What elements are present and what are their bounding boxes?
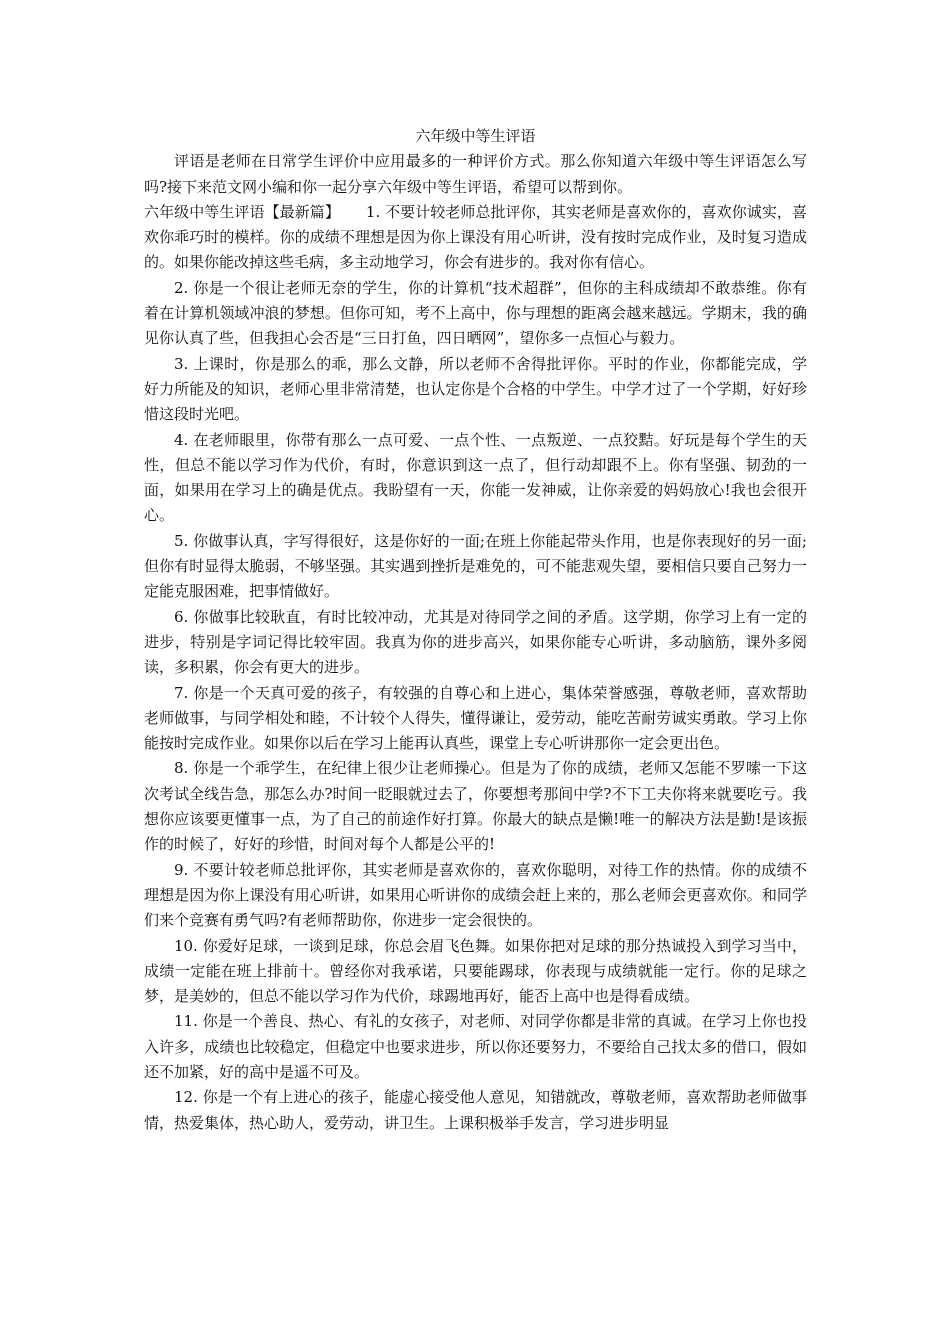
section-heading: 六年级中等生评语【最新篇】	[144, 202, 340, 221]
document-page	[144, 124, 807, 1136]
document-title: 六年级中等生评语	[415, 127, 536, 145]
comment-paragraph-4: 4. 在老师眼里，你带有那么一点可爱、一点个性、一点叛逆、一点狡黠。好玩是每个学生的天性，但总不能以学习作为代价，有时，你意识到这一点了，但行动却跟不上。你有坚强、韧劲的一面，如果用在学习上的确是优点。我盼望有一天，你能一发神威，让你亲爱的妈妈放心!我也会很开心。	[144, 430, 807, 525]
section-with-first-item	[144, 200, 807, 276]
comment-paragraph-7: 7. 你是一个天真可爱的孩子，有较强的自尊心和上进心，集体荣誉感强，尊敬老师，喜欢帮助老师做事，与同学相处和睦，不计较个人得失，懂得谦让，爱劳动，能吃苦耐劳诚实勇敢。学习上你能按时完成作业。如果你以后在学习上能再认真些，课堂上专心听讲那你一定会更出色。	[144, 683, 807, 753]
comment-paragraph-8: 8. 你是一个乖学生，在纪律上很少让老师操心。但是为了你的成绩，老师又怎能不罗嗦一下这次考试全线告急，那怎么办?时间一眨眼就过去了，你要想考那间中学?不下工夫你将来就要吃亏。我想你应该要更懂事一点，为了自己的前途作好打算。你最大的缺点是懒!唯一的解决方法是勤!是该振作的时候了，好好的珍惜，时间对每个人都是公平的!	[144, 759, 807, 854]
comment-paragraph-6: 6. 你做事比较耿直，有时比较冲动，尤其是对待同学之间的矛盾。这学期，你学习上有一定的进步，特别是字词记得比较牢固。我真为你的进步高兴，如果你能专心听讲，多动脑筋，课外多阅读，多积累，你会有更大的进步。	[144, 607, 807, 677]
comment-paragraph-1: 1. 不要计较老师总批评你，其实老师是喜欢你的，喜欢你诚实，喜欢你乖巧时的模样。你的成绩不理想是因为你上课没有用心听讲，没有按时完成作业，及时复习造成的。如果你能改掉这些毛病，多主动地学习，你会有进步的。我对你有信心。	[144, 202, 807, 272]
comment-paragraph-2: 2. 你是一个很让老师无奈的学生，你的计算机“技术超群”，但你的主科成绩却不敢恭维。你有着在计算机领域冲浪的梦想。但你可知，考不上高中，你与理想的距离会越来越远。学期末，我的确见你认真了些，但我担心会否是“三日打鱼，四日晒网”，望你多一点恒心与毅力。	[144, 278, 807, 348]
comment-paragraph-5: 5. 你做事认真，字写得很好，这是你好的一面;在班上你能起带头作用，也是你表现好的另一面;但你有时显得太脆弱，不够坚强。其实遇到挫折是难免的，可不能悲观失望，要相信只要自己努力一定能克服困难，把事情做好。	[144, 531, 807, 601]
comment-paragraph-11: 11. 你是一个善良、热心、有礼的女孩子，对老师、对同学你都是非常的真诚。在学习上你也投入许多，成绩也比较稳定，但稳定中也要求进步，所以你还要努力，不要给自己找太多的借口，假如还不加紧，好的高中是遥不可及。	[144, 1012, 807, 1081]
comment-paragraph-10: 10. 你爱好足球，一谈到足球，你总会眉飞色舞。如果你把对足球的那分热诚投入到学习当中，成绩一定能在班上排前十。曾经你对我承诺，只要能踢球，你表现与成绩就能一定行。你的足球之梦，是美妙的，但总不能以学习作为代价，球踢地再好，能否上高中也是得看成绩。	[144, 936, 807, 1006]
comment-paragraph-12: 12. 你是一个有上进心的孩子，能虚心接受他人意见，知错就改，尊敬老师，喜欢帮助老师做事情，热爱集体，热心助人，爱劳动，讲卫生。上课积极举手发言，学习进步明显	[144, 1088, 807, 1132]
intro-paragraph: 评语是老师在日常学生评价中应用最多的一种评价方式。那么你知道六年级中等生评语怎么写吗?接下来范文网小编和你一起分享六年级中等生评语，希望可以帮到你。	[144, 152, 807, 196]
comment-paragraph-3: 3. 上课时，你是那么的乖，那么文静，所以老师不舍得批评你。平时的作业，你都能完成，学好力所能及的知识，老师心里非常清楚，也认定你是个合格的中学生。中学才过了一个学期，好好珍惜这段时光吧。	[144, 354, 807, 424]
comment-paragraph-9: 9. 不要计较老师总批评你，其实老师是喜欢你的，喜欢你聪明，对待工作的热情。你的成绩不理想是因为你上课没有用心听讲，如果用心听讲你的成绩会赶上来的，那么老师会更喜欢你。和同学们来个竞赛有勇气吗?有老师帮助你，你进步一定会很快的。	[144, 860, 807, 930]
